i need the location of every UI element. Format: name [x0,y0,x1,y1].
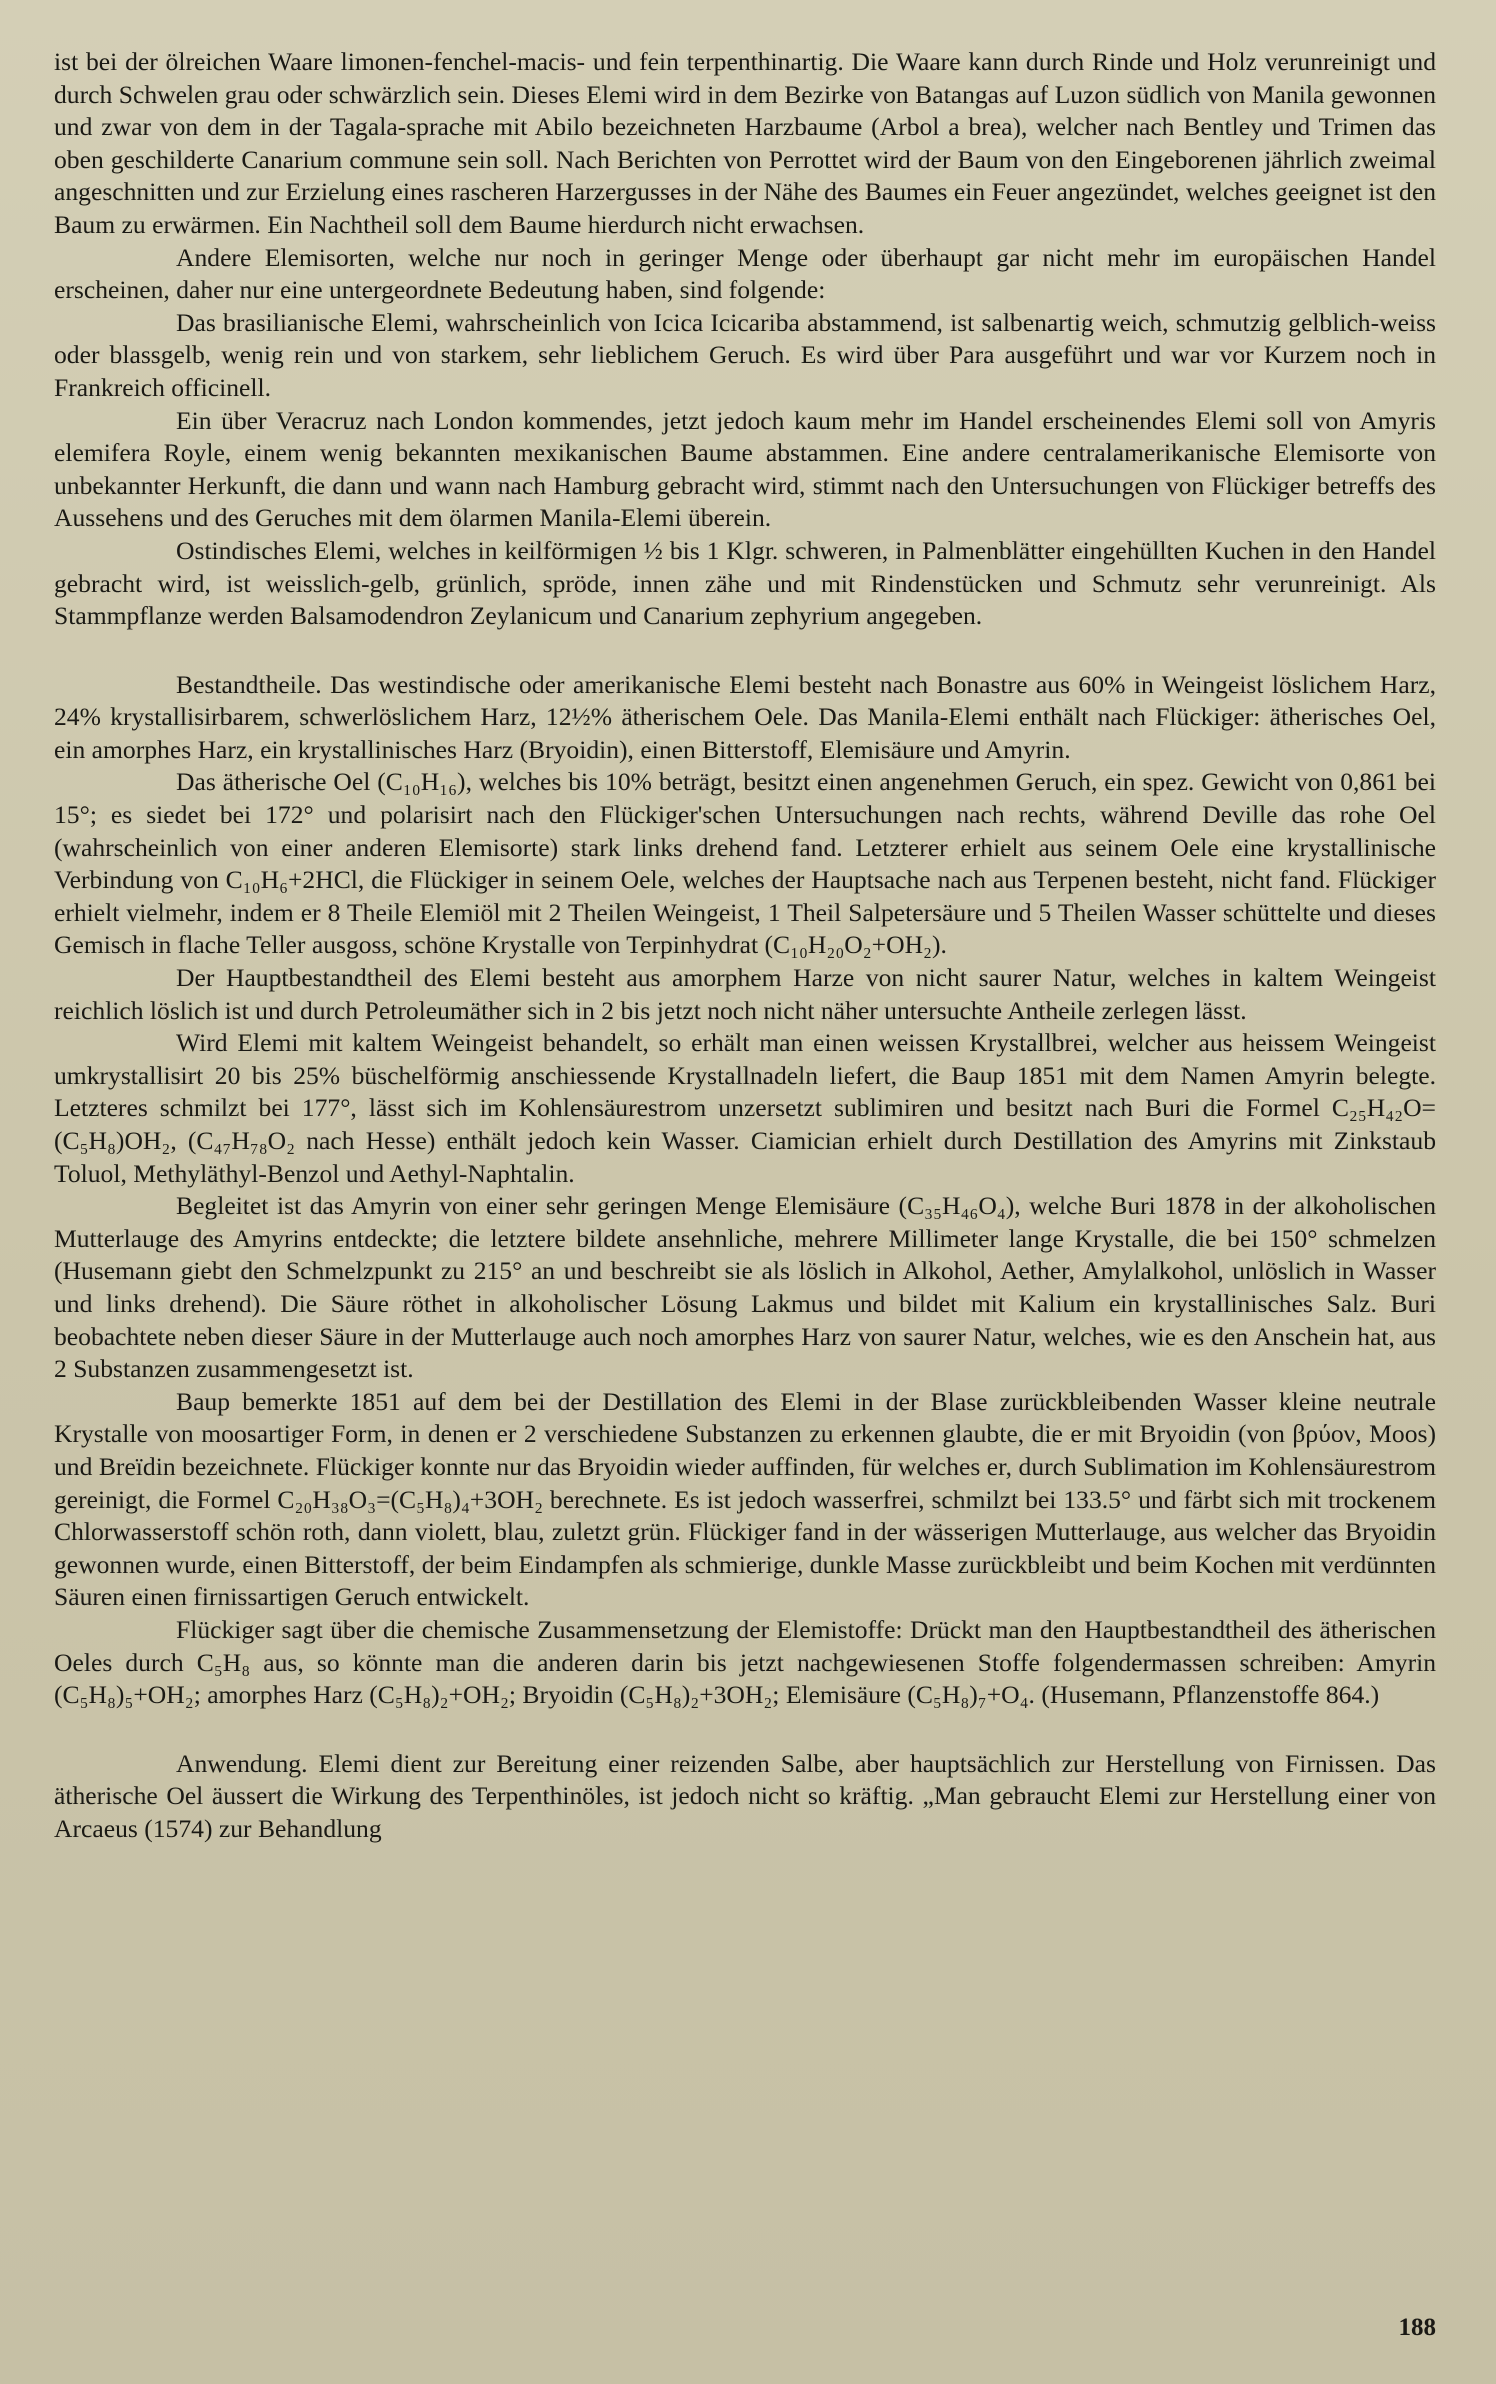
paragraph-10: Begleitet ist das Amyrin von einer sehr geringen Menge Elemisäure (C₃₅H₄₆O₄), welche Buri 1878 in der alkoholischen Mutterlauge des Amyrins entdeckte; die letztere bildete ansehnliche, mehrere Millimeter lange Krystalle, die bei 150° schmelzen (Husemann giebt den Schmelzpunkt zu 215° an und beschreibt sie als löslich in Alkohol, Aether, Amylalkohol, unlöslich in Wasser und links drehend). Die Säure röthet in alkoholischer Lösung Lakmus und bildet mit Kalium ein krystallinisches Salz. Buri beobachtete neben dieser Säure in der Mutterlauge auch noch amorphes Harz von saurer Natur, welches, wie es den Anschein hat, aus 2 Substanzen zusammengesetzt ist. [54,1191,1436,1384]
paragraph-4: Ein über Veracruz nach London kommendes, jetzt jedoch kaum mehr im Handel erscheinendes Elemi soll von Amyris elemifera Royle, einem wenig bekannten mexikanischen Baume abstammen. Eine andere centralamerikanische Elemisorte von unbekannter Herkunft, die dann und wann nach Hamburg gebracht wird, stimmt nach den Untersuchungen von Flückiger betreffs des Aussehens und des Geruches mit dem ölarmen Manila-Elemi überein. [54,405,1436,533]
paragraph-3: Das brasilianische Elemi, wahrscheinlich von Icica Icicariba abstammend, ist salbenartig weich, schmutzig gelblich-weiss oder blassgelb, wenig rein und von starkem, sehr lieblichem Geruch. Es wird über Para ausgeführt und war vor Kurzem noch in Frankreich officinell. [54,307,1436,402]
paragraph-9: Wird Elemi mit kaltem Weingeist behandelt, so erhält man einen weissen Krystallbrei, welcher aus heissem Weingeist umkrystallisirt 20 bis 25% büschelförmig anschiessende Krystallnadeln liefert, die Baup 1851 mit dem Namen Amyrin belegte. Letzteres schmilzt bei 177°, lässt sich im Kohlensäurestrom unzersetzt sublimiren und besitzt nach Buri die Formel C₂₅H₄₂O=(C₅H₈)OH₂, (C₄₇H₇₈O₂ nach Hesse) enthält jedoch kein Wasser. Ciamician erhielt durch Destillation des Amyrins mit Zinkstaub Toluol, Methyläthyl-Benzol und Aethyl-Naphtalin. [54,1028,1436,1188]
section-bestandtheile: Bestandtheile. Das westindische oder amerikanische Elemi besteht nach Bonastre aus 60% in Weingeist löslichem Harz, 24% krystallisirbarem, schwerlöslichem Harz, 12½% ätherischem Oele. Das Manila-Elemi enthält nach Flückiger: ätherisches Oel, ein amorphes Harz, ein krystallinisches Harz (Bryoidin), einen Bitterstoff, Elemisäure und Amyrin. [54,669,1436,764]
paragraph-7: Das ätherische Oel (C₁₀H₁₆), welches bis 10% beträgt, besitzt einen angenehmen Geruch, ein spez. Gewicht von 0,861 bei 15°; es siedet bei 172° und polarisirt nach den Flückiger'schen Untersuchungen nach rechts, während Deville das rohe Oel (wahrscheinlich von einer anderen Elemisorte) stark links drehend fand. Letzterer erhielt aus seinem Oele eine krystallinische Verbindung von C₁₀H₆+2HCl, die Flückiger in seinem Oele, welches der Hauptsache nach aus Terpenen besteht, nicht fand. Flückiger erhielt vielmehr, indem er 8 Theile Elemiöl mit 2 Theilen Weingeist, 1 Theil Salpetersäure und 5 Theilen Wasser schüttelte und dieses Gemisch in flache Teller ausgoss, schöne Krystalle von Terpinhydrat (C₁₀H₂₀O₂+OH₂). [54,767,1436,960]
paragraph-2: Andere Elemisorten, welche nur noch in geringer Menge oder überhaupt gar nicht mehr im europäischen Handel erscheinen, daher nur eine untergeordnete Bedeutung haben, sind folgende: [54,242,1436,305]
paragraph-12: Flückiger sagt über die chemische Zusammensetzung der Elemistoffe: Drückt man den Hauptbestandtheil des ätherischen Oeles durch C₅H₈ aus, so könnte man die anderen darin bis jetzt nachgewiesenen Stoffe folgendermassen schreiben: Amyrin (C₅H₈)₅+OH₂; amorphes Harz (C₅H₈)₂+OH₂; Bryoidin (C₅H₈)₂+3OH₂; Elemisäure (C₅H₈)₇+O₄. (Husemann, Pflanzenstoffe 864.) [54,1614,1436,1710]
paragraph-1: ist bei der ölreichen Waare limonen-fenchel-macis- und fein terpenthinartig. Die Waare kann durch Rinde und Holz verunreinigt und durch Schwelen grau oder schwärzlich sein. Dieses Elemi wird in dem Bezirke von Batangas auf Luzon südlich von Manila gewonnen und zwar von dem in der Tagala-sprache mit Abilo bezeichneten Harzbaume (Arbol a brea), welcher nach Bentley und Trimen das oben geschilderte Canarium commune sein soll. Nach Berichten von Perrottet wird der Baum von den Eingeborenen jährlich zweimal angeschnitten und zur Erzielung eines rascheren Harzergusses in der Nähe des Baumes ein Feuer angezündet, welches geeignet ist den Baum zu erwärmen. Ein Nachtheil soll dem Baume hierdurch nicht erwachsen. [54,47,1436,239]
paragraph-5: Ostindisches Elemi, welches in keilförmigen ½ bis 1 Klgr. schweren, in Palmenblätter eingehüllten Kuchen in den Handel gebracht wird, ist weisslich-gelb, grünlich, spröde, innen zähe und mit Rindenstücken und Schmutz sehr verunreinigt. Als Stammpflanze werden Balsamodendron Zeylanicum und Canarium zephyrium angegeben. [54,535,1436,631]
section-anwendung: Anwendung. Elemi dient zur Bereitung einer reizenden Salbe, aber hauptsächlich zur Herstellung von Firnissen. Das ätherische Oel äussert die Wirkung des Terpenthinöles, ist jedoch nicht so kräftig. „Man gebraucht Elemi zur Herstellung einer von Arcaeus (1574) zur Behandlung [54,1748,1436,1843]
paragraph-11: Baup bemerkte 1851 auf dem bei der Destillation des Elemi in der Blase zurückbleibenden Wasser kleine neutrale Krystalle von moosartiger Form, in denen er 2 verschiedene Substanzen zu erkennen glaubte, die er mit Bryoidin (von βρύον, Moos) und Breïdin bezeichnete. Flückiger konnte nur das Bryoidin wieder auffinden, für welches er, durch Sublimation im Kohlensäurestrom gereinigt, die Formel C₂₀H₃₈O₃=(C₅H₈)₄+3OH₂ berechnete. Es ist jedoch wasserfrei, schmilzt bei 133.5° und färbt sich mit trockenem Chlorwasserstoff schön roth, dann violett, blau, zuletzt grün. Flückiger fand in der wässerigen Mutterlauge, aus welcher das Bryoidin gewonnen wurde, einen Bitterstoff, der beim Eindampfen als schmierige, dunkle Masse zurückbleibt und beim Kochen mit verdünnten Säuren einen firnissartigen Geruch entwickelt. [54,1386,1436,1612]
paragraph-8: Der Hauptbestandtheil des Elemi besteht aus amorphem Harze von nicht saurer Natur, welches in kaltem Weingeist reichlich löslich ist und durch Petroleumäther sich in 2 bis jetzt noch nicht näher untersuchte Antheile zerlegen lässt. [54,963,1436,1025]
page-number: 188 [1398,2314,1436,2341]
